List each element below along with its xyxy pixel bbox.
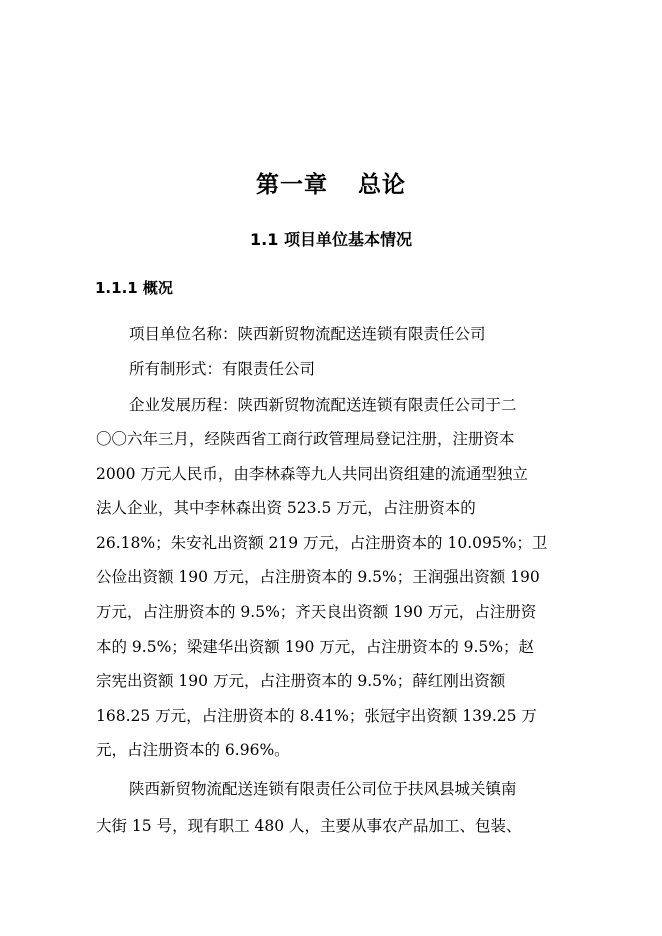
paragraph-line-ownership: 所有制形式：有限责任公司	[129, 360, 316, 378]
paragraph-line: 168.25 万元，占注册资本的 8.41%；张冠宇出资额 139.25 万	[96, 707, 537, 725]
paragraph-line: 元，占注册资本的 6.96%。	[96, 741, 290, 759]
paragraph-line-company-name: 项目单位名称：陕西新贸物流配送连锁有限责任公司	[129, 325, 486, 343]
paragraph-line: 大街 15 号，现有职工 480 人，主要从事农产品加工、包装、	[96, 817, 522, 835]
paragraph-line: 本的 9.5%；梁建华出资额 190 万元，占注册资本的 9.5%；赵	[96, 638, 535, 656]
chapter-title: 总论	[358, 171, 406, 198]
paragraph-line: 陕西新贸物流配送连锁有限责任公司位于扶风县城关镇南	[129, 780, 517, 798]
chapter-number: 第一章	[256, 171, 328, 198]
subsection-heading: 1.1.1 概况	[95, 279, 173, 297]
paragraph-line: 万元，占注册资本的 9.5%；齐天良出资额 190 万元，占注册资	[96, 603, 537, 621]
paragraph-line: 企业发展历程：陕西新贸物流配送连锁有限责任公司于二	[129, 396, 517, 414]
paragraph-line: 〇〇六年三月，经陕西省工商行政管理局登记注册，注册资本	[96, 430, 515, 448]
chapter-heading	[0, 166, 662, 199]
paragraph-line: 法人企业，其中李林森出资 523.5 万元，占注册资本的	[96, 499, 476, 517]
paragraph-line: 26.18%；朱安礼出资额 219 万元，占注册资本的 10.095%；卫	[96, 534, 548, 552]
paragraph-line: 2000 万元人民币，由李林森等九人共同出资组建的流通型独立	[96, 465, 528, 483]
section-heading: 1.1 项目单位基本情况	[250, 230, 412, 249]
paragraph-line: 公俭出资额 190 万元，占注册资本的 9.5%；王润强出资额 190	[96, 568, 540, 586]
paragraph-line: 宗宪出资额 190 万元，占注册资本的 9.5%；薛红刚出资额	[96, 672, 506, 690]
